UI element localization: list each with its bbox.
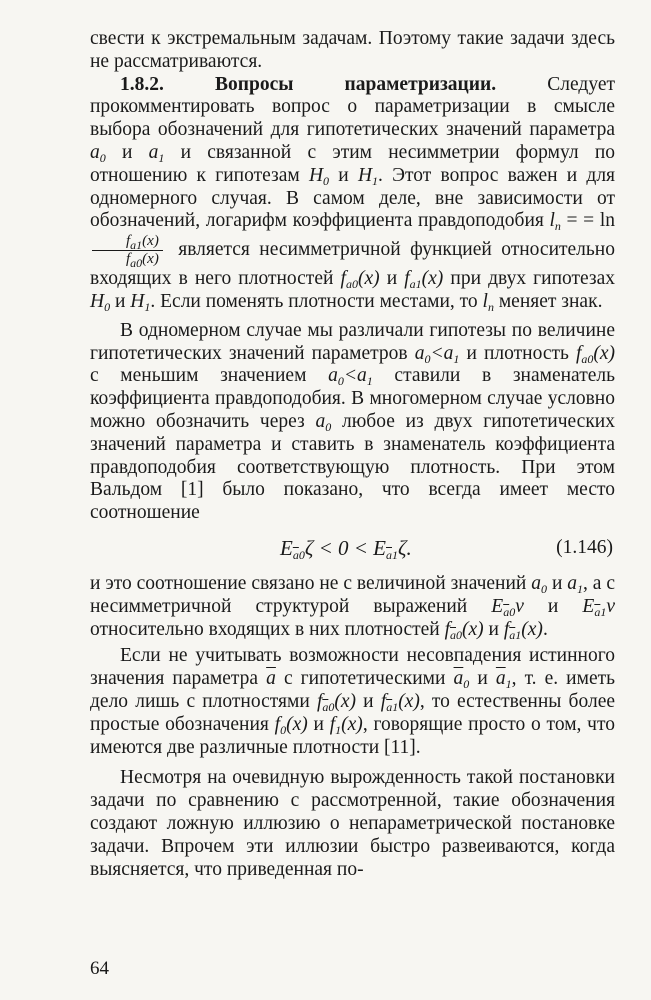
subscript: 1 bbox=[335, 722, 342, 737]
text-run: , то естественны более простые обозначения bbox=[90, 690, 616, 735]
equation-body bbox=[280, 537, 412, 560]
text-run: любое из двух гипотетических значений параметра и ставить в знаменатель коэффициента правдоподобия соответствующую плотность. При этом Вальдом [1] было показано, что всегда имеет место соотношение bbox=[90, 410, 615, 524]
subscript: 0 bbox=[587, 351, 594, 366]
subscript: 1 bbox=[453, 351, 460, 366]
text-run: и bbox=[551, 572, 563, 594]
symbol: ν bbox=[515, 595, 524, 617]
symbol: a bbox=[357, 365, 367, 387]
symbol: ν bbox=[606, 595, 615, 617]
text-run: при двух гипотезах bbox=[450, 268, 616, 290]
symbol: H bbox=[130, 290, 145, 312]
text-run: и bbox=[363, 690, 374, 712]
symbol: $\overline{a}$ bbox=[495, 668, 506, 690]
subscript: n bbox=[487, 299, 494, 314]
ln-operator: ln bbox=[599, 210, 615, 232]
symbol: H bbox=[308, 164, 324, 186]
symbol: $\overline{a}$ bbox=[386, 699, 393, 714]
text-run: и плотность bbox=[466, 342, 569, 364]
numerator bbox=[92, 233, 163, 251]
text-run: . Если поменять плотности местами, то bbox=[150, 290, 478, 312]
symbol: a bbox=[581, 351, 588, 366]
subscript: 1 bbox=[144, 299, 151, 314]
subscript: 0 bbox=[424, 351, 431, 366]
symbol: l bbox=[549, 210, 555, 232]
symbol: a bbox=[130, 256, 137, 271]
symbol: a bbox=[531, 572, 542, 594]
symbol: f bbox=[329, 713, 336, 735]
subscript: 1 bbox=[515, 627, 522, 642]
symbol: a bbox=[315, 410, 326, 432]
subscript: 0 bbox=[509, 604, 516, 619]
text-run: и bbox=[114, 290, 126, 312]
subscript: 0 bbox=[323, 173, 330, 188]
symbol: a bbox=[148, 141, 159, 163]
subscript: 0 bbox=[298, 547, 305, 562]
symbol: $\overline{a}$ bbox=[503, 604, 510, 619]
symbol: $\overline{a}$ bbox=[453, 668, 464, 690]
text-run: и bbox=[338, 164, 349, 186]
symbol: f bbox=[126, 233, 131, 250]
symbol: $\overline{a}$ bbox=[266, 668, 276, 690]
subscript: 1 bbox=[372, 173, 379, 188]
symbol: a bbox=[414, 342, 425, 364]
symbol: a bbox=[130, 238, 137, 253]
symbol: < bbox=[430, 342, 444, 364]
section-heading: 1.8.2. Вопросы параметризации. bbox=[120, 73, 497, 95]
subscript: 1 bbox=[158, 150, 165, 165]
likelihood-fraction bbox=[92, 233, 163, 271]
symbol: f bbox=[575, 342, 582, 364]
subscript: 0 bbox=[463, 677, 470, 692]
text-run: и связанной с этим несимметрии формул по отношению к гипотезам bbox=[90, 141, 616, 186]
paragraph-3: и это соотношение связано не с величиной значений $a_0$ и $a_1$, а с несимметричной структурой выражений $E_{\overline{a}0}\nu$ и $E_{\overline{a}1}\nu$ относительно входящих в них плотностей $f_{\overline{a}0}(x)$ и $f_{\overline{a}1}(x)$. bbox=[90, 572, 616, 642]
subscript: 0 bbox=[136, 256, 143, 271]
denominator bbox=[92, 251, 163, 271]
text-run: Несмотря на очевидную вырожденность такой постановки задачи по сравнению с рассмотренной, такие обозначения создают ложную иллюзию о непараметрической постановке задачи. Впрочем эти иллюзии быстро развеиваются, когда выясняется, что приведенная по- bbox=[90, 767, 615, 880]
symbol: (x) bbox=[521, 618, 543, 640]
subscript: 1 bbox=[415, 277, 422, 292]
subscript: n bbox=[554, 219, 561, 234]
subscript: 0 bbox=[456, 627, 463, 642]
symbol: l bbox=[482, 290, 488, 312]
symbol: ζ < 0 < E bbox=[304, 535, 386, 560]
subscript: 1 bbox=[366, 374, 373, 389]
subscript: 1 bbox=[392, 699, 399, 714]
intro-text: свести к экстремальным задачам. Поэтому такие задачи здесь не рассматриваются. bbox=[90, 28, 615, 72]
text-run: . Этот вопрос важен и для одномерного случая. В самом деле, вне зависимости от обозначений, логарифм коэффициента правдоподобия bbox=[90, 164, 616, 232]
subscript: 0 bbox=[337, 374, 344, 389]
symbol: (x) bbox=[142, 233, 159, 250]
intro-paragraph bbox=[90, 28, 615, 74]
text-run: ставили в знаменатель коэффициента правдоподобия. В многомерном случае условно можно обозначить через bbox=[90, 365, 615, 432]
paragraph-5 bbox=[90, 767, 615, 881]
symbol: ζ. bbox=[398, 535, 412, 560]
subscript: 1 bbox=[392, 547, 398, 562]
text-run: и bbox=[313, 713, 324, 735]
symbol: (x) bbox=[357, 268, 380, 290]
symbol: f bbox=[126, 251, 131, 268]
text-run: , говорящие просто о том, что имеются две различные плотности [11]. bbox=[90, 713, 616, 758]
subscript: 1 bbox=[505, 677, 512, 692]
symbol: $\overline{a}$ bbox=[450, 627, 457, 642]
subscript: 0 bbox=[351, 277, 358, 292]
text-run: меняет знак. bbox=[498, 290, 603, 312]
symbol: a bbox=[443, 342, 454, 364]
symbol: (x) bbox=[421, 268, 444, 290]
symbol: H bbox=[90, 290, 105, 312]
subscript: 0 bbox=[328, 699, 335, 714]
subscript: 1 bbox=[136, 238, 143, 253]
symbol: $\overline{a}$ bbox=[292, 547, 299, 562]
text-run: Если не учитывать возможности несовпадения истинного значения параметра bbox=[90, 645, 615, 690]
symbol: E bbox=[582, 595, 595, 617]
subscript: 0 bbox=[541, 581, 548, 596]
symbol: f bbox=[274, 713, 281, 735]
text-run: , т. е. иметь дело лишь с плотностями bbox=[90, 668, 616, 712]
text-run: относительно входящих в них плотностей bbox=[90, 618, 440, 640]
text-run: и bbox=[477, 668, 488, 690]
text-run: , а с несимметричной структурой выражений bbox=[90, 572, 616, 617]
symbol: f bbox=[404, 268, 410, 290]
text-run: с гипотетическими bbox=[283, 668, 446, 690]
symbol: $\overline{a}$ bbox=[509, 627, 516, 642]
symbol: (x) bbox=[398, 690, 420, 712]
symbol: f bbox=[316, 690, 323, 712]
symbol: H bbox=[357, 164, 373, 186]
text-run: и bbox=[488, 618, 499, 640]
page-text bbox=[90, 28, 615, 881]
symbol: f bbox=[340, 268, 346, 290]
equation-1-146 bbox=[90, 531, 615, 571]
subscript: 0 bbox=[280, 722, 287, 737]
symbol: f bbox=[503, 618, 510, 640]
page-number: 64 bbox=[90, 958, 109, 979]
symbol: a bbox=[328, 365, 338, 387]
text-run: Следует прокомментировать вопрос о параметризации в смысле выбора обозначений для гипотетических значений параметра bbox=[90, 73, 615, 141]
symbol: a bbox=[90, 141, 100, 163]
symbol: a bbox=[345, 277, 352, 292]
symbol: (x) bbox=[462, 618, 484, 640]
symbol: E bbox=[491, 595, 504, 617]
subscript: 1 bbox=[600, 604, 607, 619]
equation-number: (1.146) bbox=[556, 536, 613, 558]
text-run: с меньшим значением bbox=[90, 365, 307, 387]
text-run: и bbox=[547, 595, 559, 617]
symbol: a bbox=[567, 572, 578, 594]
subscript: 0 bbox=[99, 150, 106, 165]
symbol: (x) bbox=[593, 342, 616, 364]
subscript: 1 bbox=[577, 581, 584, 596]
symbol: f bbox=[444, 618, 451, 640]
symbol: $\overline{a}$ bbox=[386, 547, 392, 562]
symbol: (x) bbox=[142, 251, 159, 268]
text-run: и bbox=[121, 141, 133, 163]
symbol: E bbox=[280, 535, 293, 560]
symbol: a bbox=[409, 277, 416, 292]
subscript: 0 bbox=[325, 419, 332, 434]
symbol: (x) bbox=[286, 713, 308, 735]
paragraph-2 bbox=[90, 320, 615, 525]
text-run: В одномерном случае мы различали гипотезы по величине гипотетических значений параметров bbox=[90, 319, 615, 364]
paragraph-4 bbox=[90, 645, 615, 759]
symbol: (x) bbox=[341, 713, 363, 735]
symbol: f bbox=[380, 690, 387, 712]
symbol: $\overline{a}$ bbox=[322, 699, 329, 714]
symbol: (x) bbox=[334, 690, 357, 712]
text-run: является несимметричной функцией относительно входящих в него плотностей bbox=[90, 239, 615, 290]
symbol: $\overline{a}$ bbox=[594, 604, 601, 619]
text-run: и bbox=[386, 268, 398, 290]
subscript: 0 bbox=[104, 299, 111, 314]
section-paragraph: 1.8.2. Вопросы параметризации. Следует прокомментировать вопрос о параметризации в смысле выбора обозначений для гипотетических значений параметра $a_0$ и $a_1$ и связанной с этим несимметрии формул по отношению к гипотезам $H_0$ и $H_1$. Этот вопрос важен и для одномерного случая. В самом деле, вне зависимости от обозначений, логарифм коэффициента правдоподобия $l_n$ = = ln $\frac{f_{a1}(x)}{f_{a0}(x)}$ является несимметричной функцией относительно входящих в него плотностей $f_{a0}(x)$ и $f_{a1}(x)$ при двух гипотезах $H_0$ и $H_1$. Если поменять плотности местами, то $l_n$ меняет знак. bbox=[90, 73, 616, 314]
symbol: < bbox=[343, 365, 358, 387]
text-run: и это соотношение связано не с величиной значений bbox=[90, 572, 527, 594]
